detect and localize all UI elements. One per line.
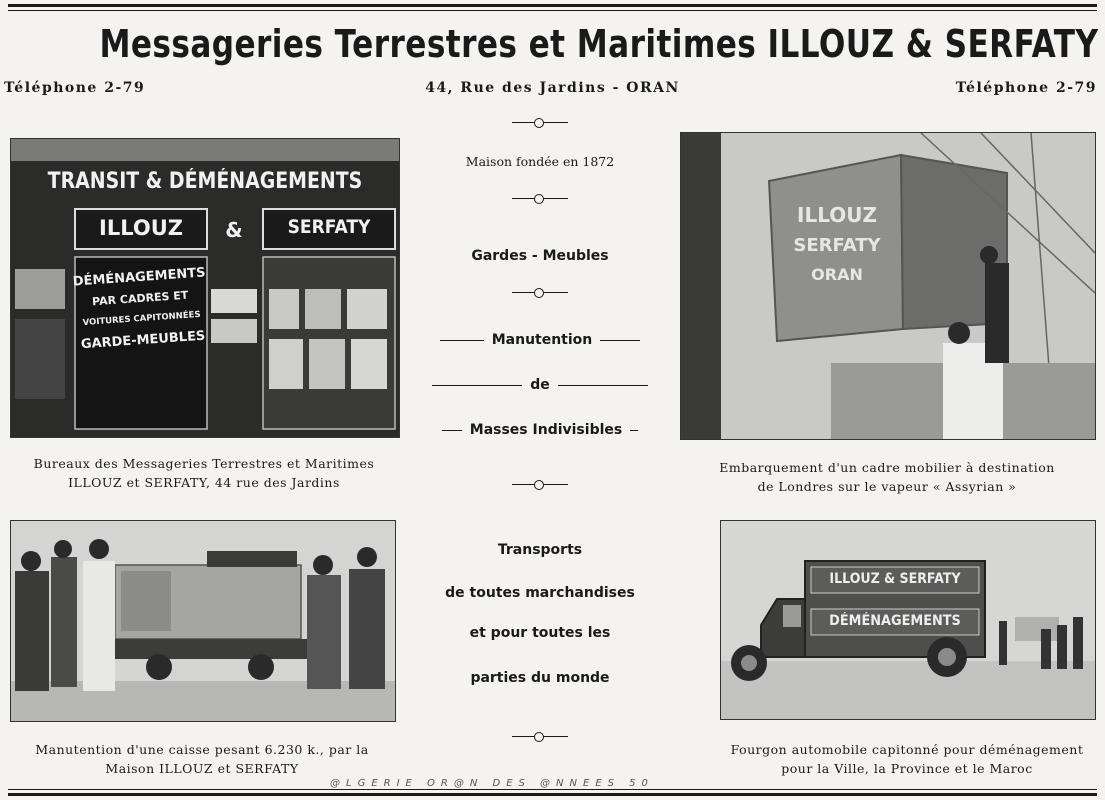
crate-loading-caption-line-1: Embarquement d'un cadre mobilier à destination	[719, 460, 1055, 475]
storefront-caption-line-2: ILLOUZ et SERFATY, 44 rue des Jardins	[68, 475, 340, 490]
bottom-border-thin	[8, 789, 1097, 790]
rule-line	[432, 385, 522, 386]
truck-caption-line-2: pour la Ville, la Province et le Maroc	[781, 761, 1033, 776]
window-text-line-2: PAR CADRES ET	[91, 288, 189, 309]
service-gardes-meubles: Gardes - Meubles	[471, 248, 609, 264]
transport-line-2: de toutes marchandises	[445, 585, 635, 601]
crate-handling-caption-line-1: Manutention d'une caisse pesant 6.230 k., par la	[35, 742, 369, 757]
rule-line	[630, 430, 638, 431]
center-column	[420, 0, 660, 800]
crate-text-line-3: ORAN	[811, 265, 863, 284]
window-text-line-3: VOITURES CAPITONNÉES	[82, 309, 201, 329]
ornament-separator	[512, 732, 568, 742]
crate-text-line-1: ILLOUZ	[797, 203, 877, 227]
storefront-photo	[10, 138, 400, 438]
crate-handling-drawing	[11, 521, 395, 721]
truck-caption	[712, 740, 1102, 778]
crate-text-line-2: SERFATY	[793, 235, 881, 256]
window-text-line-1: DÉMÉNAGEMENTS	[72, 265, 207, 290]
storefront-sign-amp: &	[225, 218, 243, 242]
ornament-separator	[512, 194, 568, 204]
service-manutention: Manutention	[491, 332, 593, 348]
service-masses-indivisibles: Masses Indivisibles	[469, 422, 623, 438]
crate-loading-photo	[680, 132, 1096, 440]
phone-left: Téléphone 2-79	[4, 80, 146, 96]
storefront-window-text	[72, 263, 210, 358]
crate-handling-caption-line-2: Maison ILLOUZ et SERFATY	[105, 761, 299, 776]
service-manutention-row	[420, 332, 660, 348]
watermark: @LGERIE OR@N DES @NNEES 50	[330, 778, 654, 789]
truck-sign-side: DÉMÉNAGEMENTS	[829, 613, 961, 629]
ornament-separator	[512, 118, 568, 128]
service-masses-row	[420, 422, 660, 438]
phone-right: Téléphone 2-79	[955, 80, 1097, 96]
storefront-caption	[10, 454, 398, 492]
rule-line	[600, 340, 640, 341]
storefront-sign-top: TRANSIT & DÉMÉNAGEMENTS	[47, 169, 363, 194]
rule-line	[558, 385, 648, 386]
founded-text: Maison fondée en 1872	[465, 154, 615, 169]
truck-sign-top: ILLOUZ & SERFATY	[829, 571, 961, 587]
crate-text	[777, 199, 897, 289]
truck-caption-line-1: Fourgon automobile capitonné pour déménagement	[730, 742, 1084, 757]
service-de: de	[530, 377, 550, 393]
truck-photo	[720, 520, 1096, 720]
crate-loading-caption-line-2: de Londres sur le vapeur « Assyrian »	[757, 479, 1017, 494]
rule-line	[442, 430, 462, 431]
storefront-caption-line-1: Bureaux des Messageries Terrestres et Maritimes	[33, 456, 375, 471]
storefront-sign-name-right: SERFATY	[287, 216, 371, 238]
window-text-line-4: GARDE-MEUBLES	[80, 328, 206, 353]
transport-line-1: Transports	[497, 542, 583, 558]
address: 44, Rue des Jardins - ORAN	[425, 80, 680, 96]
storefront-sign-name-left: ILLOUZ	[99, 216, 183, 240]
bottom-border-thick	[8, 793, 1097, 796]
service-de-row	[420, 377, 660, 393]
page-title: Messageries Terrestres et Maritimes ILLOUZ & SERFATY	[99, 22, 1099, 66]
crate-loading-caption	[680, 458, 1094, 496]
ornament-separator	[512, 288, 568, 298]
transport-line-4: parties du monde	[470, 670, 610, 686]
transport-line-3: et pour toutes les	[469, 625, 611, 641]
rule-line	[440, 340, 484, 341]
ornament-separator	[512, 480, 568, 490]
crate-handling-photo	[10, 520, 396, 722]
crate-handling-caption	[10, 740, 394, 778]
